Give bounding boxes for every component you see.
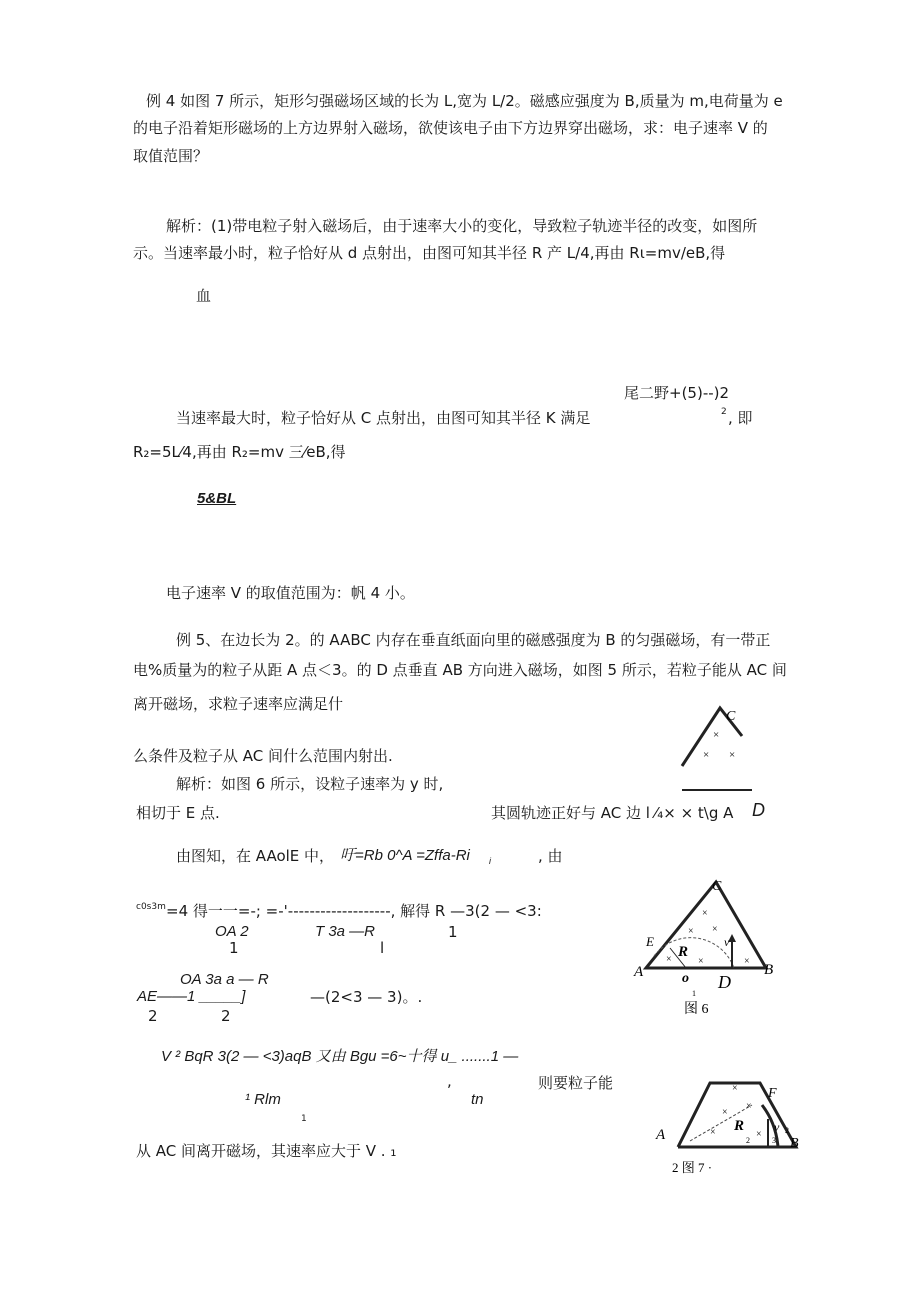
example5-line10b: l [380, 939, 385, 957]
analysis4-line1: 解析：(1)带电粒子射入磁场后，由于速率大小的变化，导致粒子轨迹半径的改变，如图所 [166, 217, 758, 235]
example5-line12b: —(2<3 — 3)。. [310, 988, 423, 1006]
analysis4-fragment2: 5&BL [197, 490, 237, 507]
fig7-cross: × [722, 1107, 728, 1118]
fig7-label-3: 3 [772, 1136, 776, 1145]
fig6-cross: × [688, 926, 694, 937]
fig6-label-R: R [678, 944, 689, 960]
fig6-cross: × [666, 954, 672, 965]
figure-5 [672, 700, 782, 805]
example5-line10a: 1 [229, 939, 239, 957]
example5-line13b: 2 [221, 1007, 231, 1025]
fig7-label-B: B [790, 1136, 799, 1151]
fig6-label-E: E [646, 934, 654, 949]
example5-line12a: AE——1 _____] [137, 988, 246, 1005]
fig5-cross: × [729, 749, 736, 761]
example5-line3: 离开磁场，求粒子速率应满足什 [133, 695, 344, 713]
example5-line2: 电%质量为的粒子从距 A 点＜3。的 D 点垂直 AB 方向进入磁场，如图 5 所示，若粒子能从 AC 间 [133, 661, 787, 679]
fig6-caption: 图 6 [684, 1002, 709, 1017]
fig5-cross: × [703, 749, 710, 761]
fig6-label-A: A [634, 964, 644, 980]
fig7-label-2: 2 [785, 1126, 789, 1135]
fig7-cross: × [746, 1101, 752, 1112]
figure-6 [632, 870, 784, 1020]
fig6-cross: × [702, 908, 708, 919]
fig6-cross: × [698, 956, 704, 967]
example5-line8-small: c0s3m [136, 902, 166, 912]
fig6-label-v: v [724, 935, 730, 949]
example5-line14: V ² BqR 3(2 — <3)aqB 又由 Bgu =6~十得 u_ .......1 — [161, 1048, 519, 1065]
fig5-label-C: C [726, 709, 736, 724]
example5-line15a: ¹ Rlm [245, 1091, 281, 1108]
fig7-label-v: v [774, 1120, 780, 1134]
example5-line7-sub: i [489, 856, 491, 866]
analysis4-formula-right: 尾二野+(5)--)2 [624, 384, 730, 402]
example5-line9b: T 3a —R [315, 923, 376, 940]
fig7-label-2b: 2 [746, 1136, 750, 1145]
example5-line1: 例 5、在边长为 2。的 AABC 内存在垂直纸面向里的磁感强度为 B 的匀强磁场，有一带正 [176, 631, 771, 649]
example5-line15d: tn [471, 1091, 484, 1108]
fig6-label-o: o [682, 971, 689, 986]
fig6-label-1: 1 [692, 989, 696, 998]
analysis4-conclusion: 电子速率 V 的取值范围为：帆 4 小。 [166, 584, 415, 602]
fig6-label-C: C [712, 879, 722, 894]
example5-line6b: 其圆轨迹正好与 AC 边 l ⁄₄× × t\g A [491, 804, 734, 822]
example5-line17: 从 AC 间离开磁场，其速率应大于 V . ₁ [136, 1142, 397, 1160]
example5-line7-formula: 吁=Rb 0^A =Zffa-Ri [340, 847, 470, 864]
example5-line5: 解析：如图 6 所示，设粒子速率为 y 时, [176, 775, 444, 793]
figure-7 [650, 1075, 810, 1175]
fig6-cross: × [712, 924, 718, 935]
example5-line11: OA 3a a — R [180, 971, 269, 988]
analysis4-line2: 示。当速率最小时，粒子恰好从 d 点射出，由图可知其半径 R 产 L/4,再由 Rι=mv/eB,得 [133, 244, 726, 262]
fig5-cross: × [713, 729, 720, 741]
example5-line6a: 相切于 E 点. [136, 804, 220, 822]
example5-line4: 么条件及粒子从 AC 间什么范围内射出. [133, 747, 393, 765]
example5-line16: 1 [301, 1114, 307, 1124]
example4-line2: 的电子沿着矩形磁场的上方边界射入磁场，欲使该电子由下方边界穿出磁场，求：电子速率 V 的 [133, 119, 768, 137]
fig7-cross: × [732, 1083, 738, 1094]
analysis4-sup2: 2 [721, 407, 727, 417]
fig7-label-A: A [656, 1127, 666, 1143]
example5-line8: =4 得一一=-; =-'-------------------, 解得 R —3(2 — <3: [166, 902, 542, 920]
example4-line3: 取值范围？ [133, 147, 209, 165]
fig7-cross: × [756, 1129, 762, 1140]
example5-line15c: 则要粒子能 [538, 1074, 614, 1092]
analysis4-fragment1: 血 [196, 287, 212, 305]
example5-line15b: , [447, 1072, 452, 1090]
fig7-caption: 2 图 7 · [672, 1160, 713, 1175]
fig7-cross: × [710, 1127, 716, 1138]
example5-line6-D: D [752, 800, 765, 820]
example5-line9a: OA 2 [215, 923, 249, 940]
fig6-label-B: B [764, 962, 774, 978]
fig6-cross: × [744, 956, 750, 967]
analysis4-line3-end: , 即 [728, 409, 753, 427]
fig7-label-R: R [734, 1118, 745, 1134]
example5-line7: 由图知，在 AAolE 中， [176, 847, 335, 865]
example5-line13a: 2 [148, 1007, 158, 1025]
example5-line10c: 1 [448, 923, 458, 941]
example4-line1: 例 4 如图 7 所示，矩形匀强磁场区域的长为 L,宽为 L/2。磁感应强度为 B,质量为 m,电荷量为 e [146, 92, 783, 110]
example5-line7-end: , 由 [538, 847, 563, 865]
fig7-label-F: F [768, 1086, 777, 1101]
fig6-label-D: D [718, 972, 731, 992]
analysis4-line3: 当速率最大时，粒子恰好从 C 点射出，由图可知其半径 K 满足 [176, 409, 591, 427]
analysis4-line4: R₂=5L⁄4,再由 R₂=mv 三⁄eB,得 [133, 443, 346, 461]
